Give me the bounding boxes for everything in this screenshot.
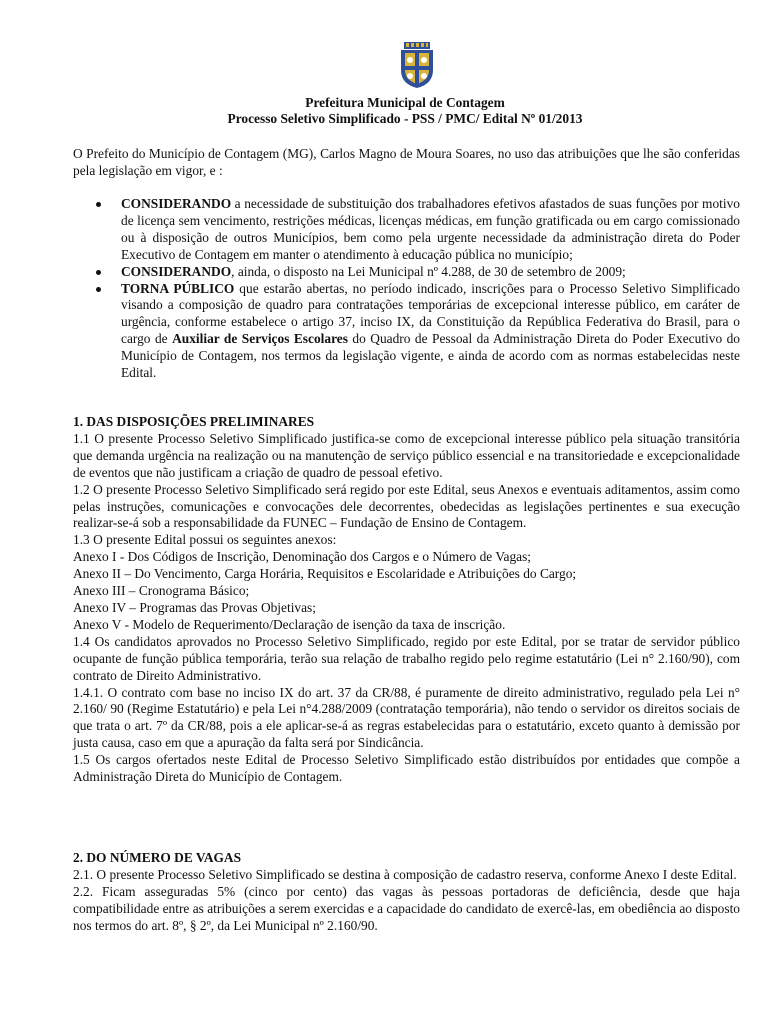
bullet-keyword: CONSIDERANDO (121, 263, 232, 279)
list-item (93, 196, 740, 264)
section-title: 2. DO NÚMERO DE VAGAS (73, 850, 242, 865)
annex-item: Anexo II – Do Vencimento, Carga Horária, Requisitos e Escolaridade e Atribuições do Cargo; (73, 566, 577, 582)
bullet-icon (96, 270, 101, 275)
paragraph-1-4: 1.4 Os candidatos aprovados no Processo Seletivo Simplificado, regido por este Edital, por se tratar de servidor público ocupante de função pública temporária, terão sua relação de trabalho regido pelo regime estatutário (Lei n° 2.160/90), com contrato de Direito Administrativo. (73, 633, 740, 683)
annex-item: Anexo V - Modelo de Requerimento/Declaração de isenção da taxa de inscrição. (73, 616, 506, 632)
paragraph-1-4-1: 1.4.1. O contrato com base no inciso IX do art. 37 da CR/88, é puramente de direito administrativo, regulado pela Lei n° 2.160/ 90 (Regime Estatutário) e pela Lei n°4.288/2009 (contratação temporária), não tendo o servidor os direitos sociais de que trata o art. 7º da CR/88, pois a ele aplicar-se-á as regras estabelecidas para o estatutário, exceto quanto à demissão por justa causa, caso em que a apuração da falta será por Sindicância. (73, 684, 740, 751)
section-preliminary-provisions (73, 414, 740, 786)
paragraph-1-2: 1.2 O presente Processo Seletivo Simplificado será regido por este Edital, seus Anexos e eventuais aditamentos, assim como pelas instruções, comunicações e convocações dele decorrentes, obedecidas as legislações pertinentes e sua execução realizar-se-á sob a responsabilidade da FUNEC – Fundação de Ensino de Contagem. (73, 481, 740, 531)
bullet-text: , ainda, o disposto na Lei Municipal nº 4.288, de 30 de setembro de 2009; (231, 263, 626, 279)
bullet-icon (96, 287, 101, 292)
document-header (70, 95, 740, 127)
bullet-keyword: TORNA PÚBLICO (121, 280, 235, 296)
paragraph-1-1: 1.1 O presente Processo Seletivo Simplificado justifica-se como de excepcional interesse público pela situação transitória que demanda urgência na realização ou na manutenção de serviço público essencial e na transitoriedade e excepcionalidade de eventos que não justificam a criação de quadro de pessoal efetivo. (73, 430, 740, 480)
municipal-coat-of-arms-icon (398, 42, 436, 88)
paragraph-2-2: 2.2. Ficam asseguradas 5% (cinco por cento) das vagas às pessoas portadoras de deficiência, desde que haja compatibilidade entre as atribuições a serem exercidas e a capacidade do candidato de exercê-las, em obediência ao disposto nos termos do art. 8º, § 2º, da Lei Municipal nº 2.160/90. (73, 883, 740, 933)
section-title: 1. DAS DISPOSIÇÕES PRELIMINARES (73, 414, 315, 429)
list-item (93, 281, 740, 382)
bullet-text: que estarão abertas, no período indicado, inscrições para o Processo Seletivo Simplificado visando a composição de quadro para contratações temporárias de excepcional interesse público, em caráter de urgência, conforme estabelece o artigo 37, inciso IX, da Constituição da República Federativa do Brasil, para o cargo de (121, 280, 740, 347)
bullet-icon (96, 202, 101, 207)
list-item (93, 264, 740, 281)
annex-item: Anexo I - Dos Códigos de Inscrição, Denominação dos Cargos e o Número de Vagas; (73, 549, 532, 565)
bullet-text: do Quadro de Pessoal da Administração Direta do Poder Executivo do Município de Contagem, nos termos da legislação vigente, e ainda de acordo com as normas estabelecidas neste Edital. (121, 331, 740, 381)
annex-item: Anexo IV – Programas das Provas Objetivas; (73, 599, 316, 615)
considerations-list (93, 196, 740, 382)
job-title: Auxiliar de Serviços Escolares (172, 331, 348, 347)
bullet-keyword: CONSIDERANDO (121, 196, 232, 211)
paragraph-2-1: 2.1. O presente Processo Seletivo Simplificado se destina à composição de cadastro reserva, conforme Anexo I deste Edital. (73, 866, 737, 882)
intro-text: O Prefeito do Município de Contagem (MG), Carlos Magno de Moura Soares, no uso das atribuições que lhe são conferidas pela legislação em vigor, e : (73, 146, 740, 178)
paragraph-1-3: 1.3 O presente Edital possui os seguintes anexos: (73, 532, 337, 548)
annex-item: Anexo III – Cronograma Básico; (73, 583, 250, 599)
intro-paragraph (73, 146, 740, 180)
paragraph-1-5: 1.5 Os cargos ofertados neste Edital de Processo Seletivo Simplificado estão distribuídos por entidades que compõe a Administração Direta do Município de Contagem. (73, 752, 740, 785)
bullet-text: a necessidade de substituição dos trabalhadores efetivos afastados de suas funções por motivo de licença sem vencimento, restrições médicas, licenças médicas, em função gratificada ou em cargo comissionado ou à disposição de outros Municípios, bem como pela urgente necessidade da administração direta do Poder Executivo de Contagem em manter o atendimento à educação pública no município; (121, 196, 740, 262)
section-number-of-vacancies (73, 850, 740, 935)
header-edital-title: Processo Seletivo Simplificado - PSS / PMC/ Edital Nº 01/2013 (227, 111, 583, 126)
header-institution: Prefeitura Municipal de Contagem (305, 95, 505, 110)
